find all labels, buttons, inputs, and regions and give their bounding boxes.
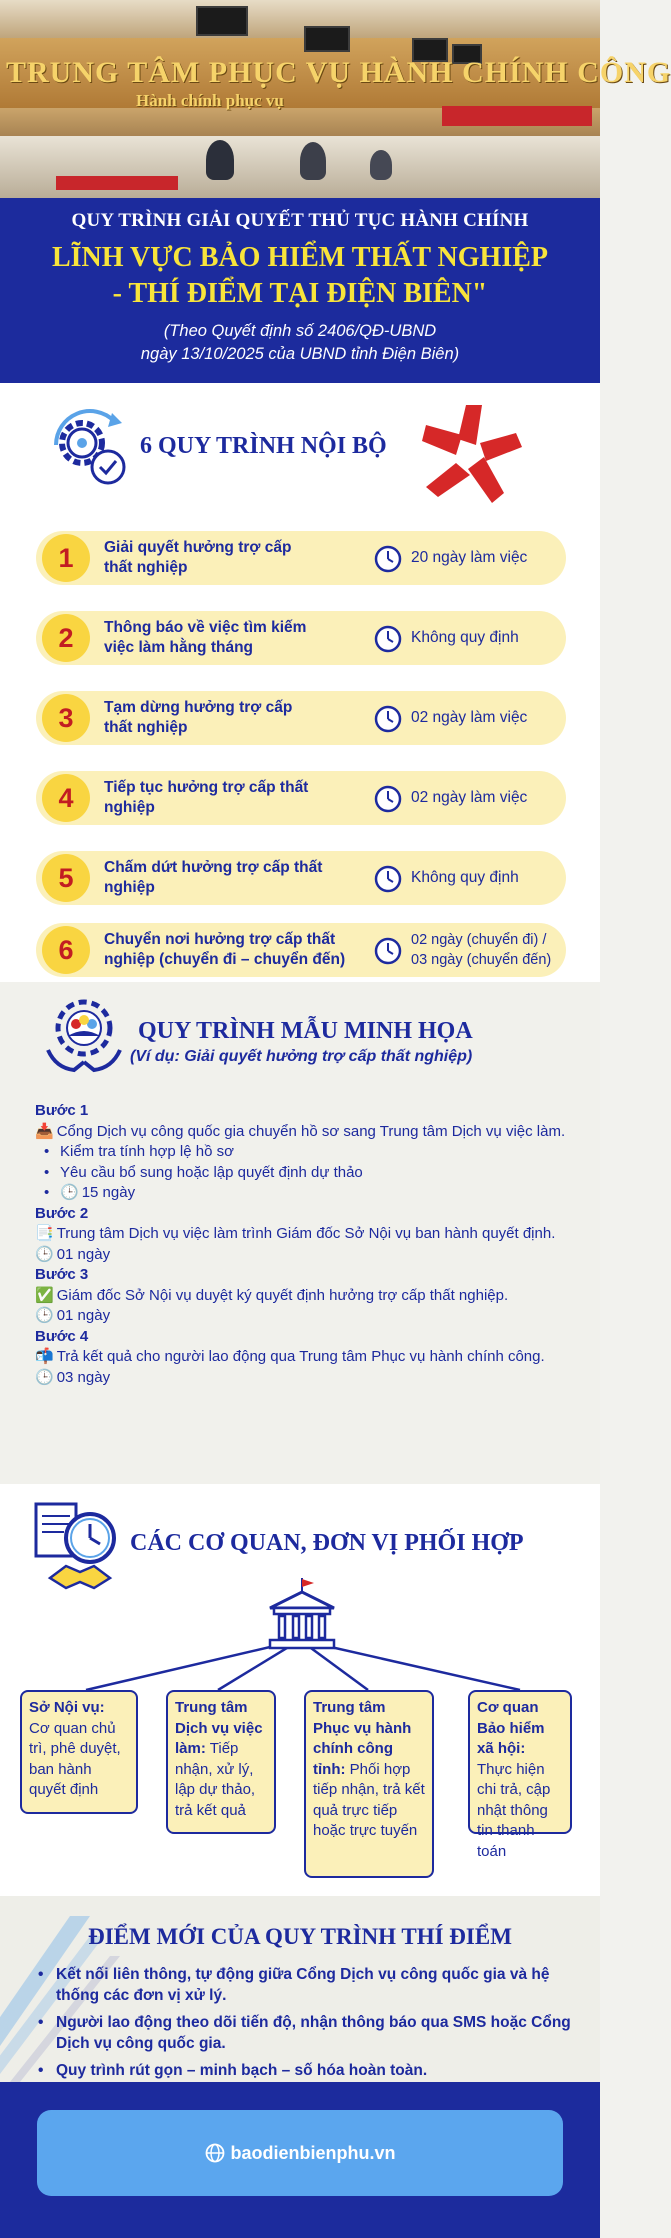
- clock-icon: [374, 625, 402, 653]
- step-duration: 15 ngày: [81, 1184, 136, 1201]
- banner-kicker: QUY TRÌNH GIẢI QUYẾT THỦ TỤC HÀNH CHÍNH: [71, 210, 529, 231]
- hero-sign-sub: Hành chính phục vụ: [136, 91, 284, 110]
- banner-title: LĨNH VỰC BẢO HIỂM THẤT NGHIỆP - THÍ ĐIỂM TẠI ĐIỆN BIÊN": [51, 242, 549, 309]
- agency-card: [20, 1690, 138, 1814]
- step-label: Bước 2: [35, 1204, 89, 1222]
- agency-name: Trung tâm Dịch vụ việc làm:: [175, 1699, 263, 1757]
- agency-card: [166, 1690, 276, 1834]
- agency-desc: Cơ quan chủ trì, phê duyệt, ban hành quyết định: [29, 1719, 121, 1798]
- procedure-time: 20 ngày làm việc: [411, 549, 528, 566]
- red-sign: [442, 106, 592, 126]
- procedure-item: [36, 611, 566, 665]
- agencies-heading: CÁC CƠ QUAN, ĐƠN VỊ PHỐI HỢP: [130, 1530, 524, 1556]
- step-duration: 01 ngày: [56, 1245, 111, 1263]
- step-block: [35, 1204, 575, 1266]
- whats-new-item: • Quy trình rút gọn – minh bạch – số hóa hoàn toàn.: [56, 2060, 576, 2081]
- hero-sign-main: TRUNG TÂM PHỤC VỤ HÀNH CHÍNH CÔNG: [6, 56, 671, 89]
- procedure-name: Thông báo về việc tìm kiếm việc làm hằng tháng: [104, 619, 307, 656]
- footer: [0, 2082, 600, 2238]
- procedure-name: Tiếp tục hưởng trợ cấp thất nghiệp: [104, 779, 309, 816]
- clock-icon: 🕒: [60, 1184, 79, 1201]
- agency-card: [304, 1690, 434, 1878]
- whats-new-list: [56, 1964, 576, 2087]
- step-text: Trả kết quả cho người lao động qua Trung tâm Phục vụ hành chính công.: [56, 1348, 545, 1365]
- clock-icon: 🕒: [35, 1245, 54, 1263]
- procedure-number: 1: [42, 534, 90, 582]
- agency-name: Trung tâm Phục vụ hành chính công tỉnh:: [313, 1699, 412, 1778]
- clock-icon: 🕒: [35, 1307, 54, 1324]
- procedure-number: 2: [42, 614, 90, 662]
- step-bullet: • Yêu cầu bổ sung hoặc lập quyết định dự thảo: [60, 1163, 575, 1184]
- step-bullet: • Kiểm tra tính hợp lệ hồ sơ: [60, 1142, 575, 1163]
- check-mark-icon: ✅: [35, 1286, 54, 1304]
- clock-icon: [374, 545, 402, 573]
- procedure-item: [36, 851, 566, 905]
- display-screen: [304, 26, 350, 52]
- step-text: Trung tâm Dịch vụ việc làm trình Giám đốc Sở Nội vụ ban hành quyết định.: [56, 1225, 556, 1242]
- procedure-item: [36, 531, 566, 585]
- document-icon: 📑: [35, 1225, 54, 1242]
- procedure-name: Chuyển nơi hưởng trợ cấp thất nghiệp (chuyển đi – chuyển đến): [104, 931, 346, 968]
- whats-new-item: • Kết nối liên thông, tự động giữa Cổng Dịch vụ công quốc gia và hệ thống các đơn vị xử lý.: [56, 1964, 576, 2006]
- sample-process-subheading: (Ví dụ: Giải quyết hưởng trợ cấp thất nghiệp): [130, 1048, 473, 1065]
- procedure-time: 02 ngày làm việc: [411, 709, 528, 726]
- step-block: [35, 1327, 575, 1389]
- procedure-number: 3: [42, 694, 90, 742]
- step-label: Bước 3: [35, 1266, 89, 1283]
- government-building-icon: [264, 1578, 340, 1650]
- banner-basis: (Theo Quyết định số 2406/QĐ-UBND ngày 13/10/2025 của UBND tỉnh Điện Biên): [140, 322, 460, 363]
- agency-card: [468, 1690, 572, 1860]
- procedure-number: 5: [42, 854, 90, 902]
- agencies-section: [0, 1484, 600, 1896]
- globe-icon: [205, 2143, 225, 2163]
- clock-icon: [374, 937, 402, 965]
- step-block: [35, 1101, 575, 1204]
- step-text: Cổng Dịch vụ công quốc gia chuyển hồ sơ sang Trung tâm Dịch vụ việc làm.: [56, 1122, 566, 1140]
- procedure-time: Không quy định: [411, 869, 519, 886]
- agency-desc: Tiếp nhận, xử lý, lập dự thảo, trả kết quả: [175, 1740, 256, 1819]
- procedure-time: 02 ngày làm việc: [411, 789, 528, 806]
- internal-procedures-section: [0, 383, 600, 982]
- website-link-button[interactable]: [37, 2110, 563, 2196]
- clock-icon: [374, 705, 402, 733]
- procedure-number: 6: [42, 926, 90, 974]
- agency-name: Sở Nội vụ:: [29, 1699, 105, 1716]
- step-duration: 03 ngày: [56, 1368, 111, 1386]
- agency-name: Cơ quan Bảo hiểm xã hội:: [477, 1699, 545, 1757]
- team-hands-icon: [44, 994, 124, 1078]
- procedure-name: Chấm dứt hưởng trợ cấp thất nghiệp: [104, 859, 323, 896]
- procedure-name: Giải quyết hưởng trợ cấp thất nghiệp: [104, 539, 292, 576]
- inbox-tray-icon: 📥: [35, 1122, 54, 1140]
- procedure-item: [36, 771, 566, 825]
- procedure-item: [36, 691, 566, 745]
- display-screen: [196, 6, 248, 36]
- clock-icon: [374, 785, 402, 813]
- step-duration: 01 ngày: [56, 1307, 111, 1324]
- red-sign: [56, 176, 178, 190]
- agency-desc: Thực hiện chi trả, cập nhật thông tin thanh toán: [477, 1760, 551, 1860]
- hero-photo: [0, 0, 671, 198]
- gear-check-icon: [44, 405, 136, 487]
- sample-process-heading: QUY TRÌNH MẪU MINH HỌA: [138, 1018, 473, 1044]
- internal-procedures-heading: 6 QUY TRÌNH NỘI BỘ: [140, 433, 387, 459]
- clock-icon: 🕒: [35, 1368, 54, 1386]
- step-text: Giám đốc Sở Nội vụ duyệt ký quyết định hưởng trợ cấp thất nghiệp.: [56, 1286, 509, 1304]
- step-block: [35, 1265, 575, 1327]
- whats-new-heading: ĐIỂM MỚI CỦA QUY TRÌNH THÍ ĐIỂM: [88, 1924, 512, 1949]
- sample-process-section: [0, 982, 600, 1484]
- procedure-name: Tạm dừng hưởng trợ cấp thất nghiệp: [104, 699, 293, 736]
- procedure-item: [36, 923, 566, 977]
- step-label: Bước 4: [35, 1327, 89, 1345]
- whats-new-section: [0, 1896, 600, 2082]
- procedure-time: 02 ngày (chuyển đi) / 03 ngày (chuyển đến): [411, 932, 552, 968]
- step-label: Bước 1: [35, 1102, 89, 1119]
- star-logo-icon: [418, 397, 526, 505]
- procedure-time: Không quy định: [411, 629, 519, 646]
- clock-icon: [374, 865, 402, 893]
- title-banner: [0, 198, 600, 383]
- envelope-icon: 📬: [35, 1348, 54, 1365]
- sample-steps: [35, 1101, 575, 1388]
- agency-desc: Phối hợp tiếp nhận, trả kết quả trực tiếp hoặc trực tuyến: [313, 1760, 425, 1839]
- whats-new-item: • Người lao động theo dõi tiến độ, nhận thông báo qua SMS hoặc Cổng Dịch vụ công quốc gia.: [56, 2012, 576, 2054]
- procedure-number: 4: [42, 774, 90, 822]
- website-url: baodienbienphu.vn: [230, 2142, 396, 2163]
